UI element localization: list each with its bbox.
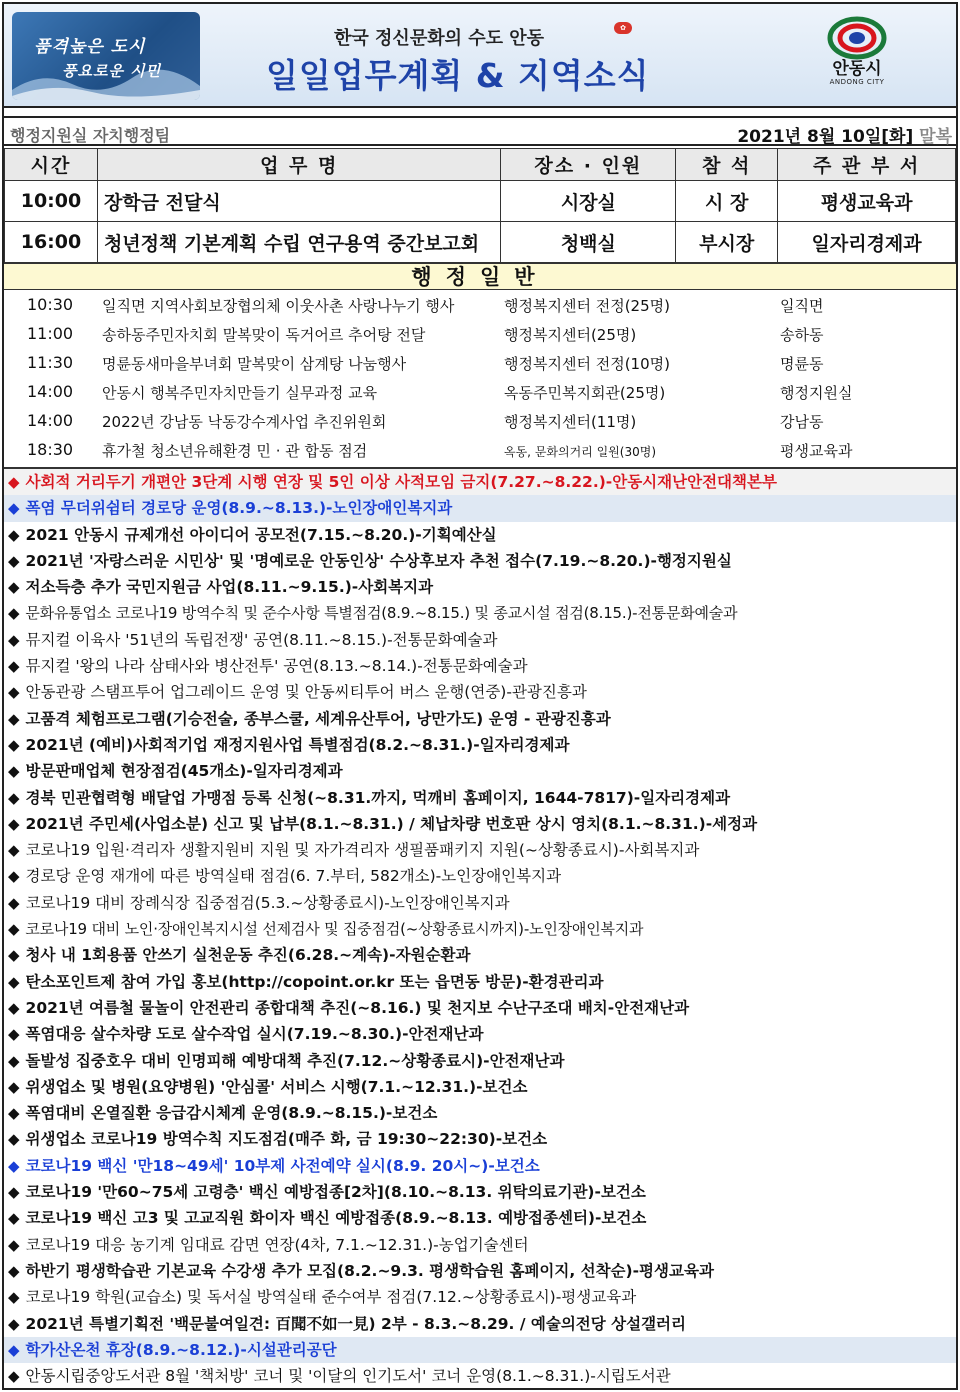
diamond-bullet-icon: ◆ xyxy=(8,1104,20,1123)
news-text: 청사 내 1회용품 안쓰기 실천운동 추진(6.28.~계속)-자원순환과 xyxy=(25,946,471,965)
news-text: 방문판매업체 현장점검(45개소)-일자리경제과 xyxy=(25,762,343,781)
diamond-bullet-icon: ◆ xyxy=(8,1156,20,1175)
news-item xyxy=(4,1074,956,1100)
slogan-line1: 품격높은 도시 xyxy=(34,37,146,57)
schedule-table xyxy=(4,148,956,263)
news-text: 안동관광 스탬프투어 업그레이드 운영 및 안동씨티투어 버스 운행(연중)-관광진흥과 xyxy=(25,683,587,702)
item-task: 휴가철 청소년유해환경 민 · 관 합동 점검 xyxy=(102,442,368,460)
news-text: 문화유통업소 코로나19 방역수칙 및 준수사항 특별점검(8.9.~8.15.) 및 종교시설 점검(8.15.)-전통문화예술과 xyxy=(25,604,738,623)
logo-en: ANDONG CITY xyxy=(829,78,885,86)
table-row xyxy=(5,181,956,222)
weather-note: 말복 xyxy=(919,127,952,147)
news-text: 저소득층 추가 국민지원금 사업(8.11.~9.15.)-사회복지과 xyxy=(25,578,434,597)
diamond-bullet-icon: ◆ xyxy=(8,841,20,860)
item-place: 옥동주민복지회관(25명) xyxy=(504,384,666,402)
diamond-bullet-icon: ◆ xyxy=(8,683,20,702)
schedule-time: 10:00 xyxy=(5,181,98,222)
diamond-bullet-icon: ◆ xyxy=(8,499,20,518)
list-item xyxy=(4,407,956,436)
general-section-title: 행정일반 xyxy=(4,262,956,290)
diamond-bullet-icon: ◆ xyxy=(8,735,20,754)
news-item xyxy=(4,495,956,521)
news-item xyxy=(4,574,956,600)
news-item xyxy=(4,732,956,758)
news-item xyxy=(4,1153,956,1179)
diamond-bullet-icon: ◆ xyxy=(8,972,20,991)
col-header-dept: 주 관 부 서 xyxy=(778,149,956,181)
news-item xyxy=(4,1232,956,1258)
diamond-bullet-icon: ◆ xyxy=(8,1130,20,1149)
diamond-bullet-icon: ◆ xyxy=(8,525,20,544)
news-text: 경로당 운영 재개에 따른 방역실태 점검(6. 7.부터, 582개소)-노인장애인복지과 xyxy=(25,867,562,886)
general-list xyxy=(4,291,956,464)
diamond-bullet-icon: ◆ xyxy=(8,1367,20,1386)
diamond-bullet-icon: ◆ xyxy=(8,1183,20,1202)
col-header-time: 시간 xyxy=(5,149,98,181)
news-text: 코로나19 입원·격리자 생활지원비 지원 및 자가격리자 생필품패키지 지원(~상황종료시)-사회복지과 xyxy=(25,841,700,860)
news-item xyxy=(4,522,956,548)
item-dept: 명륜동 xyxy=(780,355,824,373)
item-place: 행정복지센터 전정(10명) xyxy=(504,355,670,373)
item-place: 행정복지센터 전정(25명) xyxy=(504,297,670,315)
news-item xyxy=(4,548,956,574)
news-item xyxy=(4,1021,956,1047)
news-text: 2021년 여름철 물놀이 안전관리 종합대책 추진(~8.16.) 및 천지보 수난구조대 배치-안전재난과 xyxy=(25,998,690,1017)
news-text: 코로나19 백신 고3 및 고교직원 화이자 백신 예방접종(8.9.~8.13. 예방접종센터)-보건소 xyxy=(25,1209,647,1228)
schedule-header-row xyxy=(5,149,956,181)
item-dept: 강남동 xyxy=(780,413,824,431)
subtitle: 한국 정신문화의 수도 안동 xyxy=(334,28,545,49)
news-text: 탄소포인트제 참여 가입 홍보(http://copoint.or.kr 또는 읍면동 방문)-환경관리과 xyxy=(25,972,604,991)
news-text: 고품격 체험프로그램(기승전술, 종부스쿨, 세계유산투어, 낭만가도) 운영 - 관광진흥과 xyxy=(25,709,611,728)
news-item xyxy=(4,1363,956,1389)
item-place: 옥동, 문화의거리 일원(30명) xyxy=(504,445,656,459)
diamond-bullet-icon: ◆ xyxy=(8,709,20,728)
news-item xyxy=(4,1179,956,1205)
diamond-bullet-icon: ◆ xyxy=(8,1025,20,1044)
date-label xyxy=(737,122,952,147)
info-bar xyxy=(4,116,956,146)
diamond-bullet-icon: ◆ xyxy=(8,630,20,649)
news-text: 2021년 (예비)사회적기업 재정지원사업 특별점검(8.2.~8.31.)-일자리경제과 xyxy=(25,735,570,754)
item-time: 14:00 xyxy=(27,411,74,430)
diamond-bullet-icon: ◆ xyxy=(8,578,20,597)
item-dept: 송하동 xyxy=(780,326,824,344)
item-time: 11:00 xyxy=(27,324,74,343)
page-title: 일일업무계획 & 지역소식 xyxy=(266,56,650,95)
news-text: 코로나19 학원(교습소) 및 독서실 방역실태 준수여부 점검(7.12.~상황종료시)-평생교육과 xyxy=(25,1288,637,1307)
news-item xyxy=(4,706,956,732)
bulletin-page xyxy=(2,2,958,1390)
item-place: 행정복지센터(11명) xyxy=(504,413,637,431)
news-text: 코로나19 백신 '만18~49세' 10부제 사전예약 실시(8.9. 20시~)-보건소 xyxy=(25,1156,540,1175)
news-item xyxy=(4,995,956,1021)
item-task: 2022년 강남동 낙동강수계사업 추진위원회 xyxy=(102,413,387,431)
news-text: 2021 안동시 규제개선 아이디어 공모전(7.15.~8.20.)-기획예산실 xyxy=(25,525,497,544)
news-item xyxy=(4,942,956,968)
news-item xyxy=(4,837,956,863)
news-item xyxy=(4,811,956,837)
schedule-attend: 부시장 xyxy=(676,222,778,263)
news-text: 2021년 특별기획전 '백문불여일견: 百聞不如一見) 2부 - 8.3.~8.29. / 예술의전당 상설갤러리 xyxy=(25,1314,687,1333)
item-time: 11:30 xyxy=(27,353,74,372)
news-text: 안동시립중앙도서관 8월 '책처방' 코너 및 '이달의 인기도서' 코너 운영(8.1.~8.31.)-시립도서관 xyxy=(25,1367,671,1386)
date-value: 2021년 8월 10일[화] xyxy=(737,127,914,147)
diamond-bullet-icon: ◆ xyxy=(8,893,20,912)
department-label: 행정지원실 자치행정팀 xyxy=(10,126,171,145)
list-item xyxy=(4,291,956,320)
diamond-bullet-icon: ◆ xyxy=(8,946,20,965)
news-text: 폭염 무더위쉼터 경로당 운영(8.9.~8.13.)-노인장애인복지과 xyxy=(25,499,453,518)
news-text: 경북 민관협력형 배달업 가맹점 등록 신청(~8.31.까지, 먹깨비 홈페이지, 1644-7817)-일자리경제과 xyxy=(25,788,731,807)
slogan-banner xyxy=(12,12,200,100)
diamond-bullet-icon: ◆ xyxy=(8,1314,20,1333)
item-task: 안동시 행복주민자치만들기 실무과정 교육 xyxy=(102,384,378,402)
news-item xyxy=(4,1258,956,1284)
diamond-bullet-icon: ◆ xyxy=(8,814,20,833)
city-logo xyxy=(802,16,912,100)
schedule-place: 시장실 xyxy=(501,181,676,222)
news-item xyxy=(4,1126,956,1152)
news-text: 위생업소 및 병원(요양병원) '안심콜' 서비스 시행(7.1.~12.31.)-보건소 xyxy=(25,1077,528,1096)
schedule-time: 16:00 xyxy=(5,222,98,263)
list-item xyxy=(4,436,956,465)
diamond-bullet-icon: ◆ xyxy=(8,1235,20,1254)
news-item xyxy=(4,1311,956,1337)
news-item xyxy=(4,600,956,626)
news-text: 코로나19 대비 노인·장애인복지시설 선제검사 및 집중점검(~상황종료시까지)-노인장애인복지과 xyxy=(25,920,644,939)
diamond-bullet-icon: ◆ xyxy=(8,604,20,623)
diamond-bullet-icon: ◆ xyxy=(8,473,20,491)
diamond-bullet-icon: ◆ xyxy=(8,1340,20,1359)
news-text: 뮤지컬 '왕의 나라 삼태사와 병산전투' 공연(8.13.~8.14.)-전통문화예술과 xyxy=(25,657,528,676)
news-item xyxy=(4,1284,956,1310)
col-header-task: 업 무 명 xyxy=(97,149,501,181)
list-item xyxy=(4,378,956,407)
news-text: 사회적 거리두기 개편안 3단계 시행 연장 및 5인 이상 사적모임 금지(7.27.~8.22.)-안동시재난안전대책본부 xyxy=(25,473,777,491)
news-text: 폭염대비 온열질환 응급감시체계 운영(8.9.~8.15.)-보건소 xyxy=(25,1104,438,1123)
news-text: 폭염대응 살수차량 도로 살수작업 실시(7.19.~8.30.)-안전재난과 xyxy=(25,1025,484,1044)
news-text: 위생업소 코로나19 방역수칙 지도점검(매주 화, 금 19:30~22:30)-보건소 xyxy=(25,1130,548,1149)
news-item xyxy=(4,679,956,705)
item-place: 행정복지센터(25명) xyxy=(504,326,637,344)
news-item xyxy=(4,469,956,495)
item-time: 14:00 xyxy=(27,382,74,401)
diamond-bullet-icon: ◆ xyxy=(8,1051,20,1070)
diamond-bullet-icon: ◆ xyxy=(8,1288,20,1307)
diamond-bullet-icon: ◆ xyxy=(8,867,20,886)
item-time: 18:30 xyxy=(27,440,74,459)
item-dept: 일직면 xyxy=(780,297,824,315)
news-text: 학가산온천 휴장(8.9.~8.12.)-시설관리공단 xyxy=(25,1340,337,1359)
col-header-attend: 참 석 xyxy=(676,149,778,181)
news-text: 하반기 평생학습관 기본교육 수강생 추가 모집(8.2.~9.3. 평생학습원 홈페이지, 선착순)-평생교육과 xyxy=(25,1261,714,1280)
news-list xyxy=(4,467,956,1389)
news-item xyxy=(4,785,956,811)
news-text: 뮤지컬 이육사 '51년의 독립전쟁' 공연(8.11.~8.15.)-전통문화예술과 xyxy=(25,630,498,649)
news-text: 2021년 '자랑스러운 시민상' 및 '명예로운 안동인상' 수상후보자 추천 접수(7.19.~8.20.)-행정지원실 xyxy=(25,551,732,570)
news-item xyxy=(4,758,956,784)
news-text: 코로나19 대응 농기계 임대료 감면 연장(4차, 7.1.~12.31.)-농업기술센터 xyxy=(25,1235,529,1254)
item-time: 10:30 xyxy=(27,295,74,314)
news-item xyxy=(4,969,956,995)
news-item xyxy=(4,1337,956,1363)
slogan-line2: 풍요로운 시민 xyxy=(62,62,162,80)
news-item xyxy=(4,653,956,679)
schedule-dept: 일자리경제과 xyxy=(778,222,956,263)
diamond-bullet-icon: ◆ xyxy=(8,788,20,807)
hanbok-mark-icon: ✿ xyxy=(614,22,632,34)
news-text: 2021년 주민세(사업소분) 신고 및 납부(8.1.~8.31.) / 체납차량 번호판 상시 영치(8.1.~8.31.)-세정과 xyxy=(25,814,758,833)
diamond-bullet-icon: ◆ xyxy=(8,1209,20,1228)
schedule-task: 청년정책 기본계획 수립 연구용역 중간보고회 xyxy=(97,222,501,263)
item-task: 송하동주민자치회 말복맞이 독거어르 추어탕 전달 xyxy=(102,326,426,344)
news-text: 코로나19 대비 장례식장 집중점검(5.3.~상황종료시)-노인장애인복지과 xyxy=(25,893,510,912)
item-task: 명륜동새마을부녀회 말복맞이 삼계탕 나눔행사 xyxy=(102,355,407,373)
news-item xyxy=(4,1205,956,1231)
diamond-bullet-icon: ◆ xyxy=(8,762,20,781)
item-dept: 평생교육과 xyxy=(780,442,853,460)
diamond-bullet-icon: ◆ xyxy=(8,998,20,1017)
diamond-bullet-icon: ◆ xyxy=(8,1261,20,1280)
news-item xyxy=(4,863,956,889)
list-item xyxy=(4,320,956,349)
col-header-place: 장소 · 인원 xyxy=(501,149,676,181)
diamond-bullet-icon: ◆ xyxy=(8,1077,20,1096)
news-item xyxy=(4,627,956,653)
news-item xyxy=(4,890,956,916)
diamond-bullet-icon: ◆ xyxy=(8,551,20,570)
schedule-dept: 평생교육과 xyxy=(778,181,956,222)
diamond-bullet-icon: ◆ xyxy=(8,920,20,939)
list-item xyxy=(4,349,956,378)
logo-name: 안동시 xyxy=(832,59,882,79)
news-text: 돌발성 집중호우 대비 인명피해 예방대책 추진(7.12.~상황종료시)-안전재난과 xyxy=(25,1051,565,1070)
schedule-task: 장학금 전달식 xyxy=(97,181,501,222)
andong-emblem-icon xyxy=(827,16,887,60)
item-dept: 행정지원실 xyxy=(780,384,853,402)
diamond-bullet-icon: ◆ xyxy=(8,657,20,676)
news-text: 코로나19 '만60~75세 고령층' 백신 예방접종[2차](8.10.~8.13. 위탁의료기관)-보건소 xyxy=(25,1183,646,1202)
header xyxy=(4,4,956,108)
item-task: 일직면 지역사회보장협의체 이웃사촌 사랑나누기 행사 xyxy=(102,297,455,315)
news-item xyxy=(4,1100,956,1126)
news-item xyxy=(4,916,956,942)
news-item xyxy=(4,1048,956,1074)
schedule-place: 청백실 xyxy=(501,222,676,263)
schedule-attend: 시 장 xyxy=(676,181,778,222)
table-row xyxy=(5,222,956,263)
